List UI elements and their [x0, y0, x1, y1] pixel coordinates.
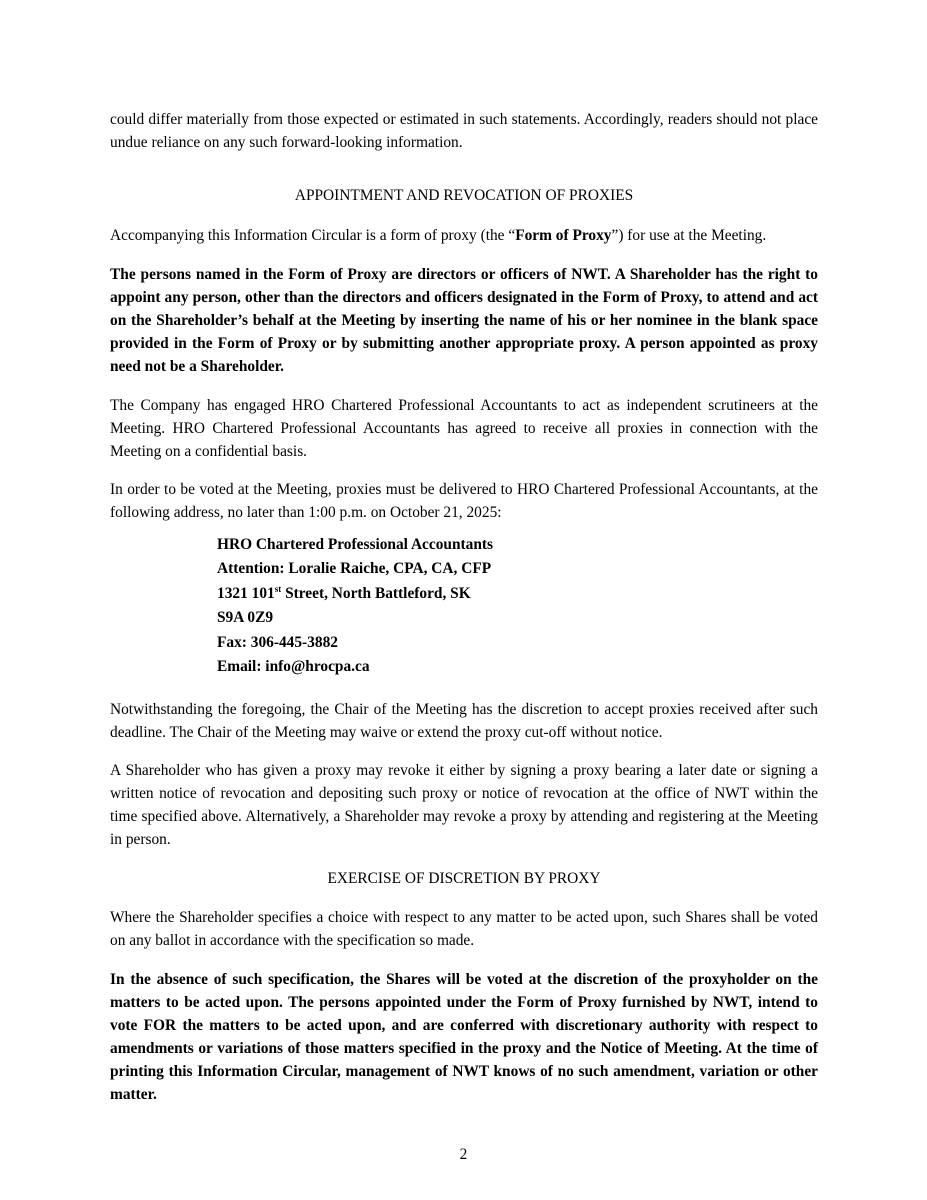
form-of-proxy-paragraph: Accompanying this Information Circular is a form of proxy (the “Form of Proxy”) for use at the Meeting. [110, 227, 767, 244]
form-of-proxy-term: Form of Proxy [515, 227, 612, 244]
revocation-paragraph: A Shareholder who has given a proxy may revoke it either by signing a proxy bearing a later date or signing a written notice of revocation and depositing such proxy or notice of revocation at the office of NWT within the time specified above. Alternatively, a Shareholder may revoke a proxy by attending and registering at the Meeting in person. [110, 762, 818, 849]
persons-named-paragraph: The persons named in the Form of Proxy are directors or officers of NWT. A Shareholder has the right to appoint any person, other than the directors and officers designated in the Form of Proxy, to attend and act on the Shareholder’s behalf at the Meeting by inserting the name of his or her nominee in the blank space provided in the Form of Proxy or by submitting another appropriate proxy. A person appointed as proxy need not be a Shareholder. [110, 266, 818, 375]
page-number: 2 [459, 1146, 468, 1163]
heading-exercise-discretion: EXERCISE OF DISCRETION BY PROXY [327, 870, 601, 888]
document-page [110, 108, 818, 1106]
address-line-attention: Attention: Loralie Raiche, CPA, CA, CFP [217, 560, 492, 578]
address-line-company: HRO Chartered Professional Accountants [217, 536, 494, 553]
specification-paragraph: Where the Shareholder specifies a choice with respect to any matter to be acted upon, such Shares shall be voted on any ballot in accordance with the specification so made. [110, 909, 818, 950]
intro-continuation: could differ materially from those expected or estimated in such statements. Accordingly, readers should not place undue reliance on any such forward-looking information. [110, 111, 818, 151]
scrutineers-paragraph: The Company has engaged HRO Chartered Professional Accountants to act as independent scrutineers at the Meeting. HRO Chartered Professional Accountants has agreed to receive all proxies in connection with the Meeting on a confidential basis. [110, 397, 818, 460]
address-line-email: Email: info@hrocpa.ca [217, 658, 370, 676]
address-line-street: 1321 101st Street, North Battleford, SK [217, 583, 471, 602]
delivery-paragraph: In order to be voted at the Meeting, proxies must be delivered to HRO Chartered Professional Accountants, at the following address, no later than 1:00 p.m. on October 21, 2025: [110, 481, 818, 521]
chair-discretion-paragraph: Notwithstanding the foregoing, the Chair of the Meeting has the discretion to accept proxies received after such deadline. The Chair of the Meeting may waive or extend the proxy cut-off without notice. [110, 701, 818, 742]
address-line-postal: S9A 0Z9 [217, 609, 274, 627]
heading-appointment-revocation: APPOINTMENT AND REVOCATION OF PROXIES [294, 187, 634, 204]
address-line-fax: Fax: 306-445-3882 [217, 633, 338, 651]
address-block [217, 533, 818, 679]
absence-specification-paragraph: In the absence of such specification, the Shares will be voted at the discretion of the proxyholder on the matters to be acted upon. The persons appointed under the Form of Proxy furnished by NWT, intend to vote FOR the matters to be acted upon, and are conferred with discretionary authority with respect to amendments or variations of those matters specified in the proxy and the Notice of Meeting. At the time of printing this Information Circular, management of NWT knows of no such amendment, variation or other matter. [110, 971, 818, 1104]
